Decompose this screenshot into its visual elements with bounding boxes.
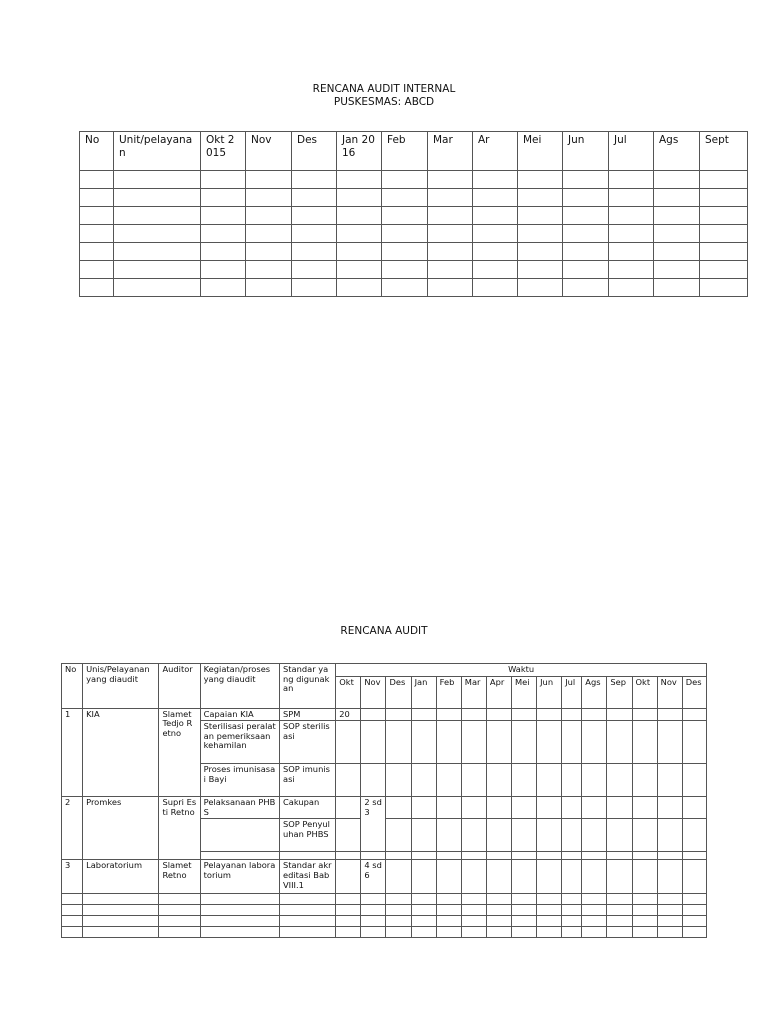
col-header: Unis/Pelayanan yang diaudit <box>83 664 159 709</box>
audit-schedule-table <box>61 663 707 938</box>
month-header: Ags <box>582 676 607 708</box>
table-header-row <box>62 664 707 677</box>
row-no: 3 <box>62 860 83 894</box>
row-auditor: Slamet Tedjo Retno <box>159 708 200 797</box>
month-header: Mar <box>461 676 486 708</box>
col-header: No <box>62 664 83 709</box>
row-auditor: Slamet Retno <box>159 860 200 894</box>
col-header: Unit/pelayanan <box>114 132 201 171</box>
col-header: Des <box>292 132 337 171</box>
col-header: Ags <box>654 132 700 171</box>
col-header: Jun <box>563 132 609 171</box>
table-row <box>80 225 748 243</box>
table-row <box>80 279 748 297</box>
row-standar: SOP sterilisasi <box>279 721 335 764</box>
audit-plan-table <box>79 131 748 297</box>
col-header: Auditor <box>159 664 200 709</box>
row-no: 2 <box>62 797 83 860</box>
table-row <box>62 927 707 938</box>
table-row <box>80 207 748 225</box>
row-kegiatan: Capaian KIA <box>200 708 279 721</box>
row-standar: Standar akreditasi Bab VIII.1 <box>279 860 335 894</box>
month-header: Des <box>386 676 411 708</box>
row-waktu: 2 sd 3 <box>361 797 386 852</box>
col-header: Sept <box>700 132 748 171</box>
col-header-waktu: Waktu <box>336 664 707 677</box>
row-unit: Promkes <box>83 797 159 860</box>
col-header: Nov <box>246 132 292 171</box>
doc-title-2: RENCANA AUDIT <box>340 625 428 637</box>
table-row <box>80 243 748 261</box>
col-header: Mei <box>518 132 563 171</box>
row-auditor: Supri Esti Retno <box>159 797 200 860</box>
month-header: Sep <box>607 676 632 708</box>
table-row <box>80 171 748 189</box>
row-standar: SOP Penyuluhan PHBS <box>279 819 335 852</box>
row-kegiatan: Proses imunisasai Bayi <box>200 764 279 797</box>
col-header: Mar <box>428 132 473 171</box>
table-row <box>80 261 748 279</box>
month-header: Des <box>682 676 706 708</box>
doc-title: RENCANA AUDIT INTERNAL <box>312 83 456 95</box>
row-waktu: 20 <box>336 708 361 721</box>
row-kegiatan: Pelaksanaan PHBS <box>200 797 279 819</box>
col-header: Okt 2015 <box>201 132 246 171</box>
month-header: Jan <box>411 676 436 708</box>
table-row <box>80 189 748 207</box>
month-header: Okt <box>336 676 361 708</box>
month-header: Nov <box>361 676 386 708</box>
month-header: Apr <box>486 676 511 708</box>
table-header-row <box>80 132 748 171</box>
month-header: Okt <box>632 676 657 708</box>
row-kegiatan: Pelayanan laboratorium <box>200 860 279 894</box>
month-header: Jul <box>562 676 582 708</box>
col-header: No <box>80 132 114 171</box>
row-waktu: 4 sd 6 <box>361 860 386 894</box>
row-no: 1 <box>62 708 83 797</box>
table-row <box>62 797 707 819</box>
col-header: Jan 2016 <box>337 132 382 171</box>
month-header: Nov <box>657 676 682 708</box>
doc-subtitle: PUSKESMAS: ABCD <box>333 96 435 108</box>
row-standar: SOP imunisasi <box>279 764 335 797</box>
table-row <box>62 860 707 894</box>
col-header: Jul <box>609 132 654 171</box>
row-standar: Cakupan <box>279 797 335 819</box>
table-row <box>62 905 707 916</box>
col-header: Ar <box>473 132 518 171</box>
row-unit: KIA <box>83 708 159 797</box>
month-header: Jun <box>537 676 562 708</box>
table-row <box>62 916 707 927</box>
col-header: Feb <box>382 132 428 171</box>
row-kegiatan: Sterilisasi peralatan pemeriksaan kehamilan <box>200 721 279 764</box>
month-header: Mei <box>512 676 537 708</box>
row-unit: Laboratorium <box>83 860 159 894</box>
table-row <box>62 708 707 721</box>
col-header: Kegiatan/proses yang diaudit <box>200 664 279 709</box>
row-standar: SPM <box>279 708 335 721</box>
table-row <box>62 894 707 905</box>
month-header: Feb <box>436 676 461 708</box>
col-header: Standar yang digunakan <box>279 664 335 709</box>
